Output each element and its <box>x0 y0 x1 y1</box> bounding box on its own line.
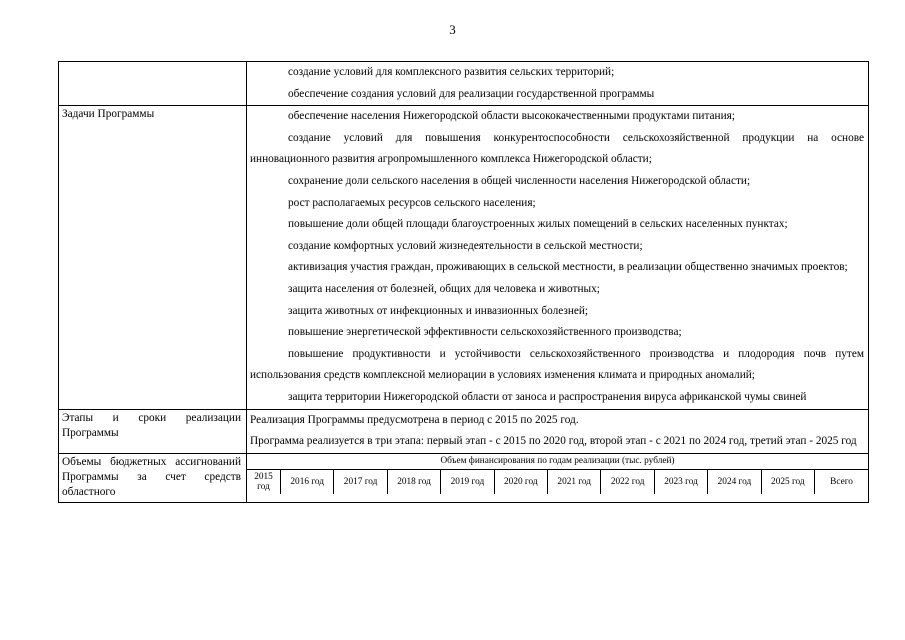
finance-years-table <box>247 470 868 494</box>
row-label: Этапы и сроки реализации Программы <box>59 409 247 453</box>
page-number: 3 <box>449 22 456 37</box>
finance-cell <box>247 453 869 502</box>
paragraph: повышение продуктивности и устойчивости сельскохозяйственного производства и плодородия почв путем использования средств комплексной мелиорации в условиях изменения климата и природных аномалий; <box>250 347 864 382</box>
total-column: Всего <box>830 476 853 487</box>
paragraph: повышение энергетической эффективности сельскохозяйственного производства; <box>288 326 682 339</box>
row-label: Задачи Программы <box>59 106 247 409</box>
paragraph: активизация участия граждан, проживающих в сельской местности, в реализации общественно значимых проектов; <box>288 261 848 274</box>
paragraph: защита территории Нижегородской области от заноса и распространения вируса африканской чумы свиней <box>288 390 807 403</box>
year-2023: 2023 год <box>654 470 707 494</box>
paragraph: повышение доли общей площади благоустроенных жилых помещений в сельских населенных пунктах; <box>288 218 788 231</box>
row-label: Объемы бюджетных ассигнований Программы за счет средств областного <box>59 453 247 502</box>
year-2017: 2017 год <box>334 470 387 494</box>
paragraph: сохранение доли сельского населения в общей численности населения Нижегородской области; <box>288 174 751 187</box>
program-passport-table <box>58 61 869 503</box>
year-2021: 2021 год <box>548 470 601 494</box>
finance-title: Объем финансирования по годам реализации (тыс. рублей) <box>247 454 868 470</box>
year-2024: 2024 год <box>708 470 761 494</box>
year-2016: 2016 год <box>281 470 334 494</box>
paragraph: Программа реализуется в три этапа: первый этап - с 2015 по 2020 год, второй этап - с 2021 по 2024 год, третий этап - 2025 год <box>250 435 857 448</box>
row-content <box>247 409 869 453</box>
year-2019: 2019 год <box>441 470 494 494</box>
paragraph: создание условий для повышения конкурентоспособности сельскохозяйственной продукции на основе инновационного развития агропромышленного комплекса Нижегородской области; <box>250 131 864 166</box>
year-2022: 2022 год <box>601 470 654 494</box>
table-row <box>59 106 869 409</box>
paragraph: создание комфортных условий жизнедеятельности в сельской местности; <box>288 239 643 252</box>
year-2018: 2018 год <box>387 470 440 494</box>
paragraph: обеспечение создания условий для реализации государственной программы <box>288 87 655 100</box>
paragraph: защита населения от болезней, общих для человека и животных; <box>288 282 600 295</box>
year-2020: 2020 год <box>494 470 547 494</box>
paragraph: защита животных от инфекционных и инвазионных болезней; <box>288 304 589 317</box>
table-row <box>59 62 869 106</box>
paragraph: обеспечение населения Нижегородской области высококачественными продуктами питания; <box>288 110 735 123</box>
year-2025: 2025 год <box>761 470 814 494</box>
table-row <box>59 453 869 502</box>
paragraph: создание условий для комплексного развития сельских территорий; <box>288 66 615 78</box>
year-2015: 2015 год <box>247 470 281 494</box>
finance-header-row <box>247 470 868 494</box>
table-row <box>59 409 869 453</box>
paragraph: Реализация Программы предусмотрена в период с 2015 по 2025 год. <box>250 413 579 426</box>
paragraph: рост располагаемых ресурсов сельского населения; <box>288 196 536 209</box>
row-content <box>247 106 869 409</box>
row-content <box>247 62 869 106</box>
row-label <box>59 62 247 106</box>
